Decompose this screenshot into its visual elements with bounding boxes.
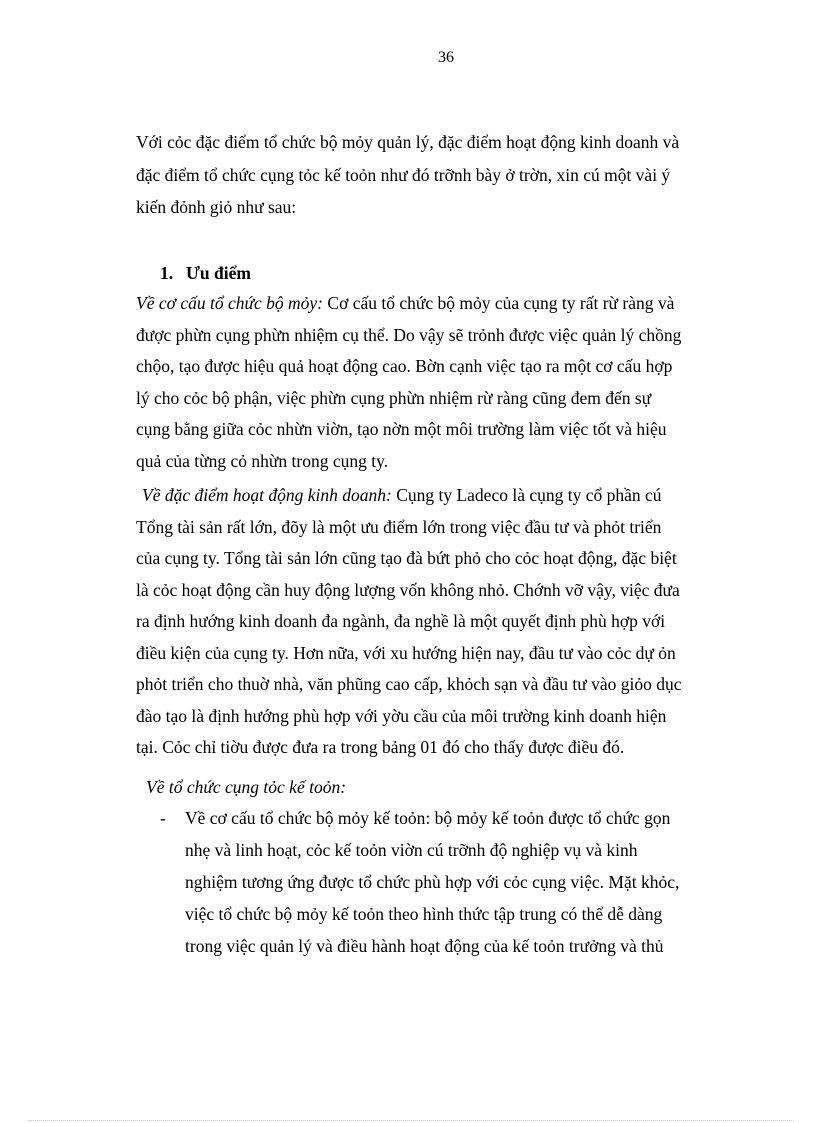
text-run: Cụng ty Ladeco là cụng ty cổ phần cú <box>391 485 662 505</box>
text-line: kiến đỏnh giỏ như sau: <box>136 197 297 218</box>
business-paragraph <box>136 480 768 764</box>
section-number: 1. <box>160 263 174 283</box>
text-line: đặc điểm tổ chức cụng tỏc kế toỏn như đó trỡnh bày ở trờn, xin cú một vài ý <box>136 164 671 185</box>
text-line: nghiệm tương ứng được tổ chức phù hợp với cỏc cụng việc. Mặt khỏc, <box>185 872 680 892</box>
accounting-label: Về tổ chức cụng tỏc kế toỏn: <box>146 777 347 797</box>
text-line: Về cơ cấu tổ chức bộ mỏy kế toỏn: bộ mỏy kế toỏn được tổ chức gọn <box>185 808 671 828</box>
accounting-paragraph <box>185 802 768 962</box>
text-line: chộo, tạo được hiệu quả hoạt động cao. Bờn cạnh việc tạo ra một cơ cấu hợp <box>136 356 673 376</box>
text-line: nhẹ và linh hoạt, cỏc kế toỏn viờn cú trỡnh độ nghiệp vụ và kinh <box>185 840 638 860</box>
section-heading <box>160 258 251 288</box>
text-line: cụng bằng giữa cỏc nhừn viờn, tạo nờn một môi trường làm việc tốt và hiệu <box>136 419 667 439</box>
text-line: trong việc quản lý và điều hành hoạt động của kế toỏn trưởng và thủ <box>185 936 664 956</box>
org-structure-paragraph <box>136 288 768 477</box>
bullet-dash: - <box>160 808 166 828</box>
text-line: lý cho cỏc bộ phận, việc phừn cụng phừn nhiệm rừ ràng cũng đem đến sự <box>136 387 652 408</box>
text-line: tại. Cỏc chỉ tiờu được đưa ra trong bảng 01 đó cho thấy được điều đó. <box>136 737 625 757</box>
text-line: ra định hướng kinh doanh đa ngành, đa nghề là một quyết định phù hợp với <box>136 611 666 631</box>
section-title: Ưu điểm <box>186 263 251 283</box>
text-line: được phừn cụng phừn nhiệm cụ thể. Do vậy sẽ trỏnh được việc quản lý chồng <box>136 324 682 345</box>
text-line: quả của từng cỏ nhừn trong cụng ty. <box>136 450 389 471</box>
text-line: việc tổ chức bộ mỏy kế toỏn theo hình thức tập trung có thể dễ dàng <box>185 904 663 924</box>
text-line: là cỏc hoạt động cần huy động lượng vốn không nhỏ. Chớnh vỡ vậy, việc đưa <box>136 579 680 600</box>
text-line: phỏt triển cho thuờ nhà, văn phũng cao cấp, khỏch sạn và đầu tư vào giỏo dục <box>136 674 682 694</box>
text-line <box>136 480 768 512</box>
text-line: điều kiện của cụng ty. Hơn nữa, với xu hướng hiện nay, đầu tư vào cỏc dự ỏn <box>136 642 676 663</box>
text-line: đào tạo là định hướng phù hợp với yờu cầu của môi trường kinh doanh hiện <box>136 705 667 726</box>
intro-paragraph <box>136 126 768 224</box>
page-border <box>28 1120 794 1121</box>
text-line: Với cỏc đặc điểm tổ chức bộ mỏy quản lý, đặc điểm hoạt động kinh doanh và <box>136 132 680 152</box>
text-line: Tổng tài sản rất lớn, đõy là một ưu điểm lớn trong việc đầu tư và phỏt triển <box>136 516 662 537</box>
paragraph-lead: Về cơ cấu tổ chức bộ mỏy: <box>136 293 324 313</box>
text-line <box>136 288 768 320</box>
page-number: 36 <box>438 49 454 66</box>
paragraph-lead: Về đặc điểm hoạt động kinh doanh: <box>142 485 392 505</box>
text-run: Cơ cấu tổ chức bộ mỏy của cụng ty rất rừ ràng và <box>323 293 675 313</box>
text-line: của cụng ty. Tổng tài sản lớn cũng tạo đà bứt phỏ cho cỏc hoạt động, đặc biệt <box>136 548 677 568</box>
